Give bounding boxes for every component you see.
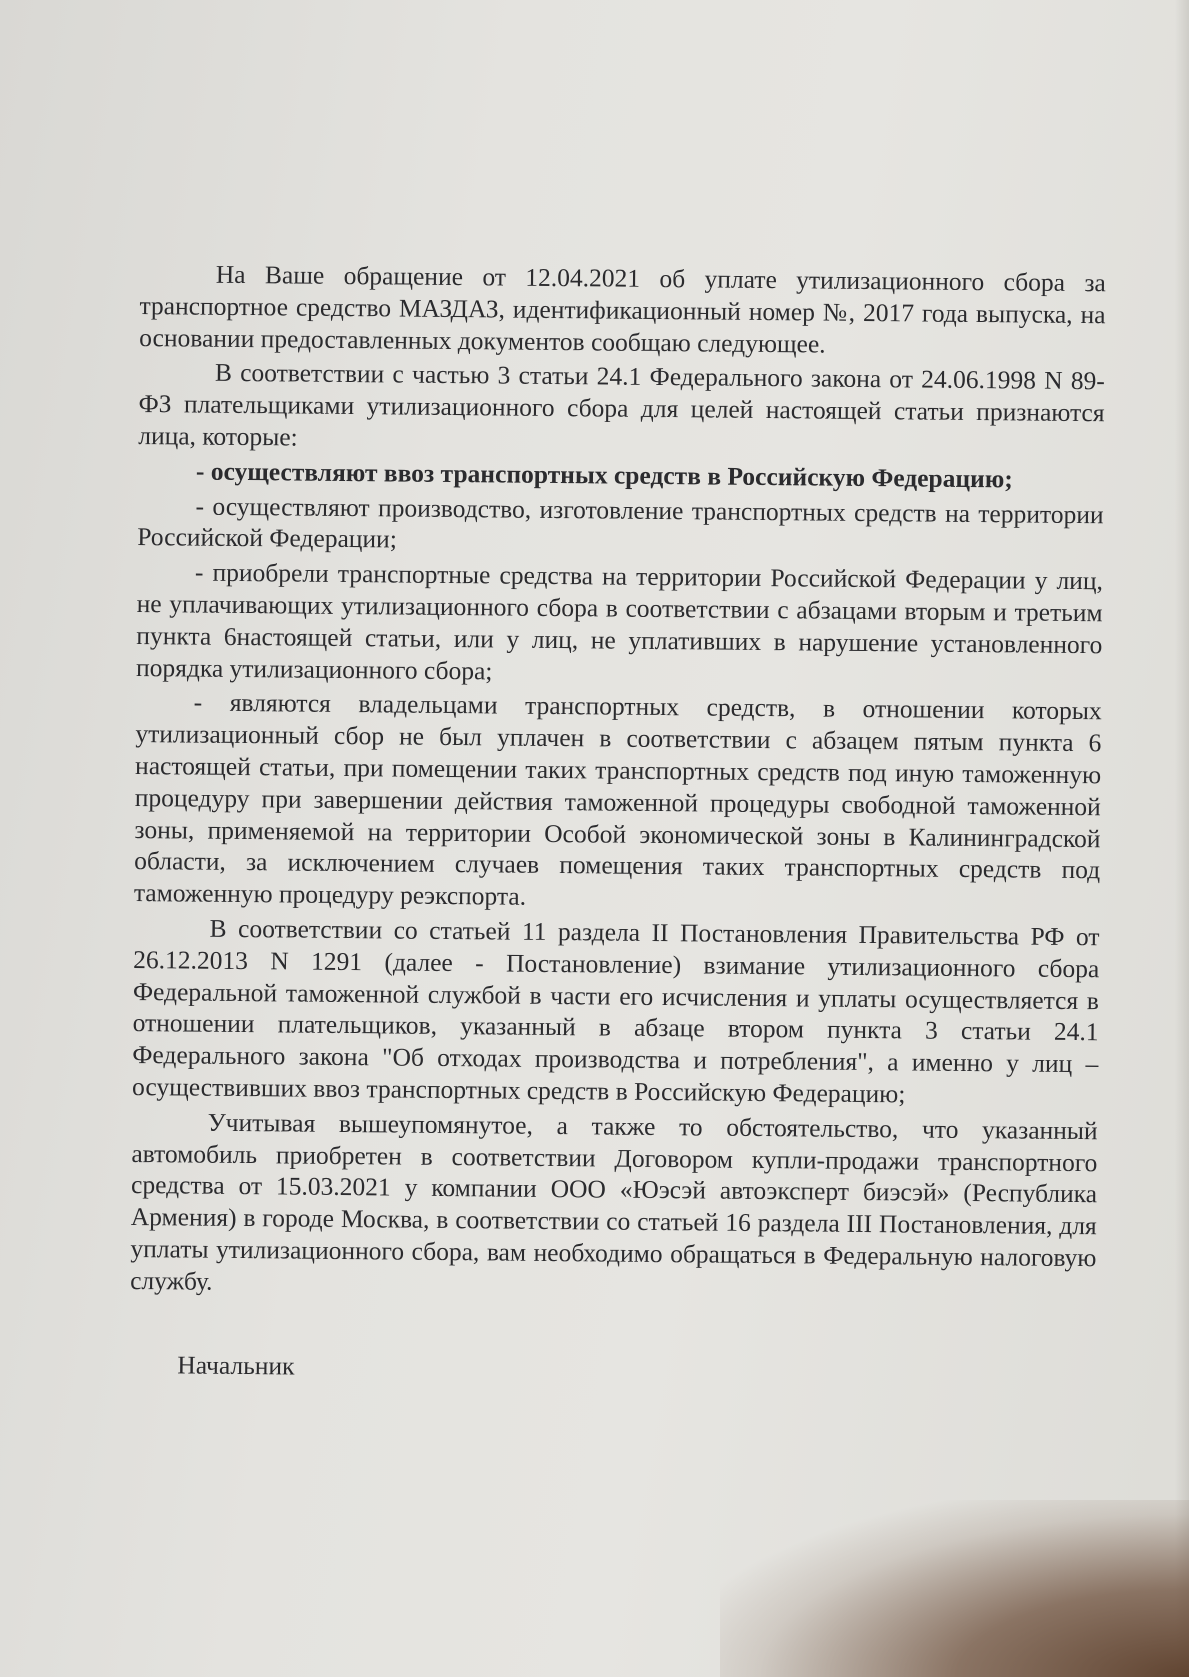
- bullet-acquired: - приобрели транспортные средства на территории Российской Федерации у лиц, не уплачивающих утилизационного сбора в соответствии с абзацами вторым и третьим пункта 6настоящей статьи, или у лиц, не уплативших в нарушение установленного порядка утилизационного сбора;: [135, 557, 1104, 685]
- bullet-owners: - являются владельцами транспортных средств, в отношении которых утилизационный сбор не был уплачен в соответствии с абзацем пятым пункта 6 настоящей статьи, при помещении таких транспортных средств под иную таможенную процедуру при завершении действия таможенной процедуры свободной таможенной зоны, применяемой на территории Особой экономической зоны в Калининградской области, за исключением случаев помещения таких транспортных средств под таможенную процедуру реэкспорта.: [133, 687, 1102, 911]
- paragraph-intro: На Ваше обращение от 12.04.2021 об уплате утилизационного сбора за транспортное средство МАЗДАЗ, идентификационный номер №, 2017 года выпуска, на основании предоставленных документов сообщаю следующее.: [139, 259, 1106, 359]
- signature-title: Начальник: [177, 1349, 295, 1381]
- paragraph-law-reference: В соответствии с частью 3 статьи 24.1 Федерального закона от 24.06.1998 N 89-ФЗ плательщиками утилизационного сбора для целей настоящей статьи признаются лица, которые:: [138, 358, 1106, 452]
- paragraph-conclusion: Учитывая вышеупомянутое, а также то обстоятельство, что указанный автомобиль приобретен в соответствии Договором купли-продажи транспортного средства от 15.03.2021 у компании ООО «Юэсэй автоэксперт биэсэй» (Республика Армения) в городе Москва, в соответствии со статьей 16 раздела III Постановления, для уплаты утилизационного сбора, вам необходимо обращаться в Федеральную налоговую службу.: [130, 1107, 1098, 1296]
- hand-shadow: [720, 1500, 1189, 1677]
- bullet-production: - осуществляют производство, изготовление транспортных средств на территории Российской Федерации;: [137, 491, 1104, 554]
- letter-body: [129, 258, 1106, 1390]
- paragraph-resolution: В соответствии со статьей 11 раздела II Постановления Правительства РФ от 26.12.2013 N 1291 (далее - Постановление) взимание утилизационного сбора Федеральной таможенной службой в части его исчисления и уплаты осуществляется в отношении плательщиков, указанный в абзаце втором пункта 3 статьи 24.1 Федерального закона "Об отходах производства и потребления", а именно у лиц – осуществивших ввоз транспортных средств в Российскую Федерацию;: [131, 913, 1100, 1109]
- paper-edge: [1175, 0, 1189, 1677]
- bullet-import: - осуществляют ввоз транспортных средств в Российскую Федерацию;: [195, 456, 1013, 494]
